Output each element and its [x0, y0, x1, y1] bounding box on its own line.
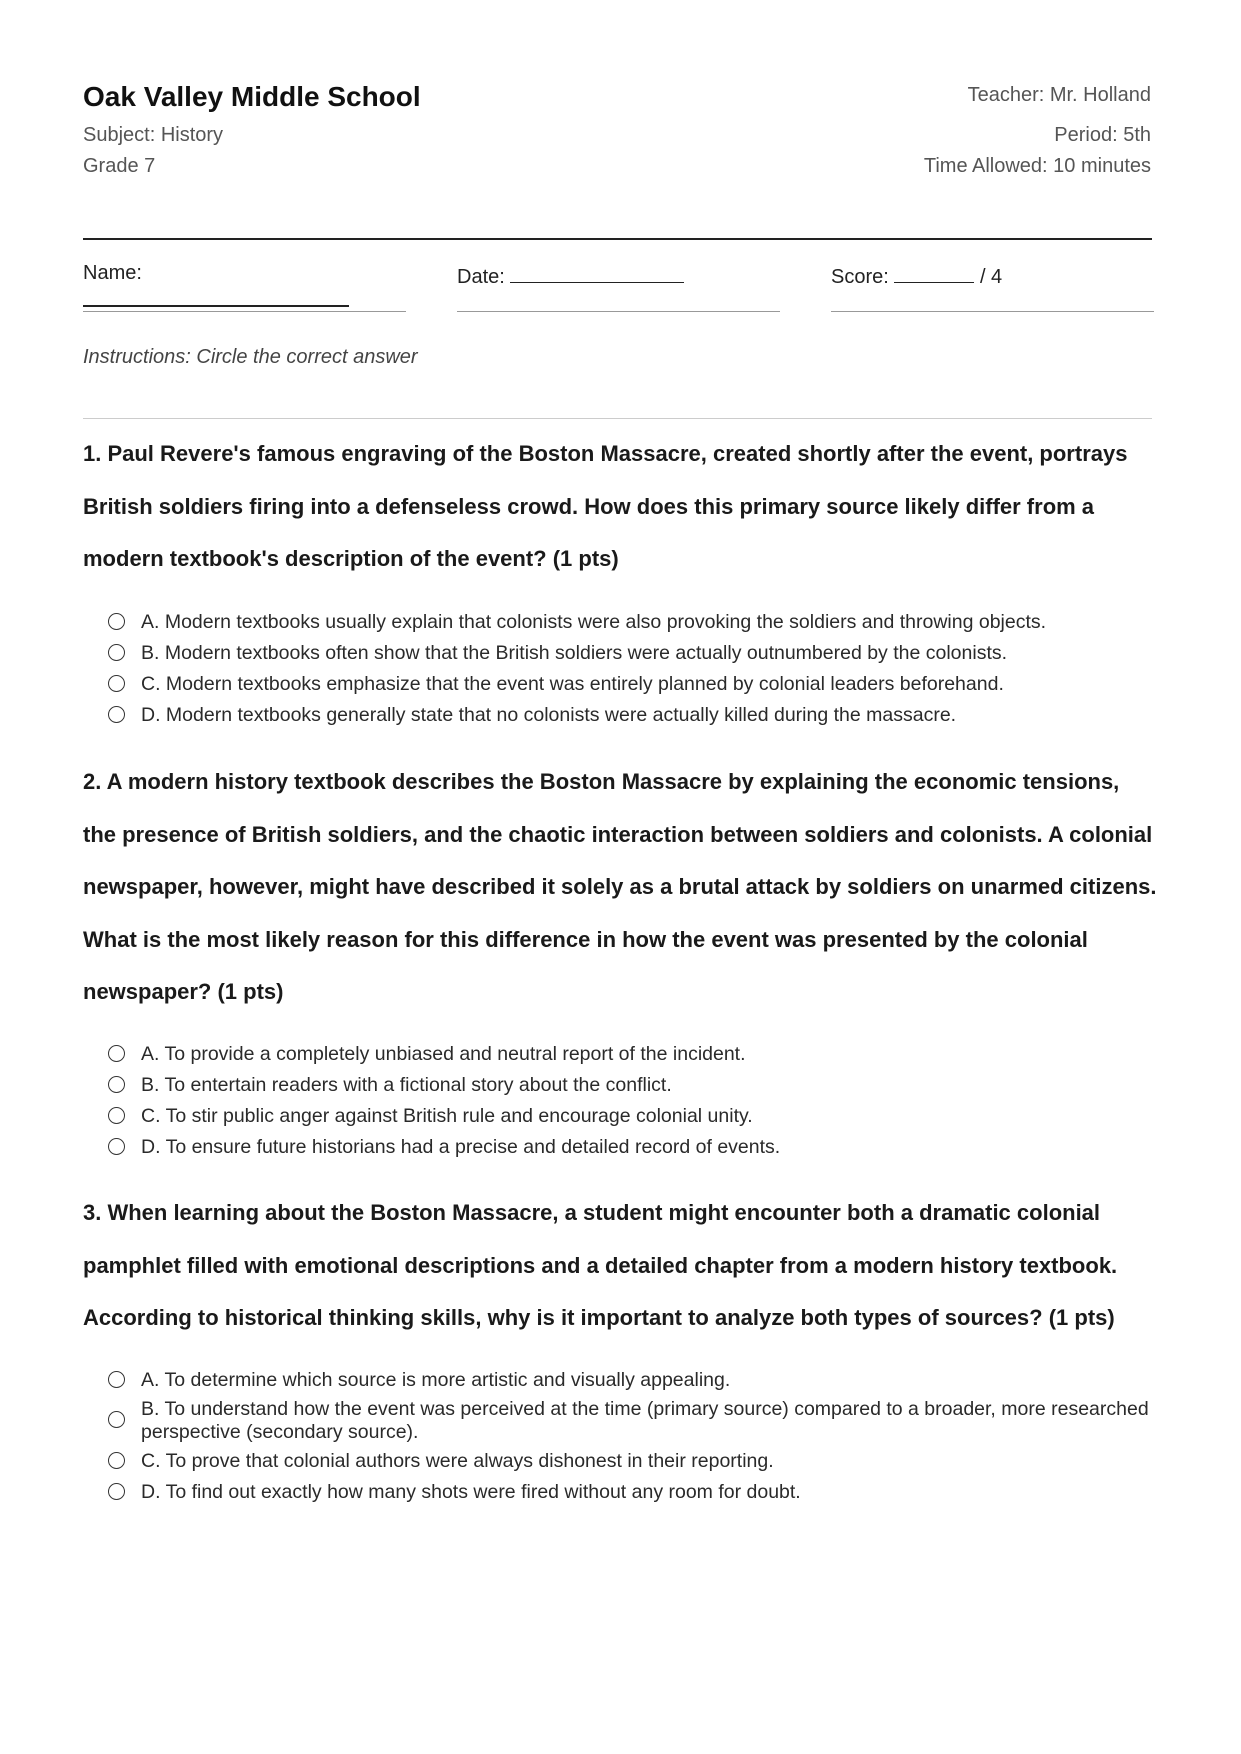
instructions: Instructions: Circle the correct answer [83, 346, 418, 368]
radio-circle-icon[interactable] [108, 1452, 125, 1469]
grade-label: Grade 7 [83, 155, 156, 177]
radio-circle-icon[interactable] [108, 1411, 125, 1428]
option-label: C. To stir public anger against British rule and encourage colonial unity. [141, 1105, 753, 1127]
option-label: B. To entertain readers with a fictional story about the conflict. [141, 1074, 672, 1096]
period-label: Period: 5th [1054, 124, 1151, 146]
radio-circle-icon[interactable] [108, 1371, 125, 1388]
date-field[interactable] [457, 262, 684, 289]
option-label: B. Modern textbooks often show that the British soldiers were actually outnumbered by the colonists. [141, 642, 1008, 664]
radio-circle-icon[interactable] [108, 613, 125, 630]
answer-option[interactable] [108, 1101, 1188, 1132]
answer-option[interactable] [108, 1132, 1188, 1163]
radio-circle-icon[interactable] [108, 1138, 125, 1155]
radio-circle-icon[interactable] [108, 675, 125, 692]
score-total: / 4 [979, 266, 1003, 288]
question-2-options [108, 1039, 1188, 1163]
option-label: A. To determine which source is more artistic and visually appealing. [141, 1369, 731, 1391]
date-blank-line[interactable] [510, 262, 684, 283]
score-blank-line[interactable] [894, 262, 974, 283]
answer-option[interactable] [108, 669, 1188, 700]
option-label: D. To find out exactly how many shots were fired without any room for doubt. [141, 1481, 801, 1503]
radio-circle-icon[interactable] [108, 644, 125, 661]
teacher-label: Teacher: Mr. Holland [967, 84, 1151, 106]
option-label: B. To understand how the event was perceived at the time (primary source) compared to a broader, more researched perspective (secondary source). [141, 1398, 1149, 1443]
name-label: Name: [83, 262, 142, 284]
option-label: C. Modern textbooks emphasize that the event was entirely planned by colonial leaders beforehand. [141, 673, 1004, 695]
radio-circle-icon[interactable] [108, 1076, 125, 1093]
answer-option[interactable] [108, 1446, 1188, 1477]
instructions-divider [83, 418, 1152, 419]
answer-option[interactable] [108, 1477, 1188, 1508]
score-field[interactable] [831, 262, 1002, 289]
question-2: 2. A modern history textbook describes the Boston Massacre by explaining the economic tensions, the presence of British soldiers, and the chaotic interaction between soldiers and colonists. A colonial newspaper, however, might have described it solely as a brutal attack by soldiers on unarmed citizens. What is the most likely reason for this difference in how the event was presented by the colonial newspaper? (1 pts) [83, 769, 1157, 1004]
question-1-options [108, 607, 1188, 731]
answer-option[interactable] [108, 1039, 1188, 1070]
answer-option[interactable] [108, 638, 1188, 669]
option-label: A. To provide a completely unbiased and neutral report of the incident. [141, 1043, 746, 1065]
option-label: A. Modern textbooks usually explain that colonists were also provoking the soldiers and throwing objects. [141, 611, 1047, 633]
option-label: D. To ensure future historians had a precise and detailed record of events. [141, 1136, 781, 1158]
subject-label: Subject: History [83, 124, 224, 146]
header-divider [83, 238, 1152, 240]
radio-circle-icon[interactable] [108, 1483, 125, 1500]
option-label: C. To prove that colonial authors were always dishonest in their reporting. [141, 1450, 774, 1472]
school-name: Oak Valley Middle School [83, 81, 421, 112]
question-1: 1. Paul Revere's famous engraving of the Boston Massacre, created shortly after the event, portrays British soldiers firing into a defenseless crowd. How does this primary source likely differ from a modern textbook's description of the event? (1 pts) [83, 441, 1128, 571]
name-blank-line[interactable] [83, 305, 349, 307]
score-field-underline [831, 311, 1154, 312]
question-3-options [108, 1365, 1188, 1508]
answer-option[interactable] [108, 607, 1188, 638]
date-label: Date: [457, 266, 505, 288]
answer-option[interactable] [108, 1396, 1188, 1446]
name-field-underline [83, 311, 406, 312]
option-label: D. Modern textbooks generally state that no colonists were actually killed during the massacre. [141, 704, 957, 726]
radio-circle-icon[interactable] [108, 1045, 125, 1062]
radio-circle-icon[interactable] [108, 706, 125, 723]
date-field-underline [457, 311, 780, 312]
score-label: Score: [831, 266, 889, 288]
name-field[interactable] [83, 262, 142, 285]
time-allowed-label: Time Allowed: 10 minutes [923, 155, 1151, 177]
answer-option[interactable] [108, 700, 1188, 731]
answer-option[interactable] [108, 1365, 1188, 1396]
radio-circle-icon[interactable] [108, 1107, 125, 1124]
question-3: 3. When learning about the Boston Massacre, a student might encounter both a dramatic colonial pamphlet filled with emotional descriptions and a detailed chapter from a modern history textbook. According to historical thinking skills, why is it important to analyze both types of sources? (1 pts) [83, 1200, 1118, 1330]
answer-option[interactable] [108, 1070, 1188, 1101]
